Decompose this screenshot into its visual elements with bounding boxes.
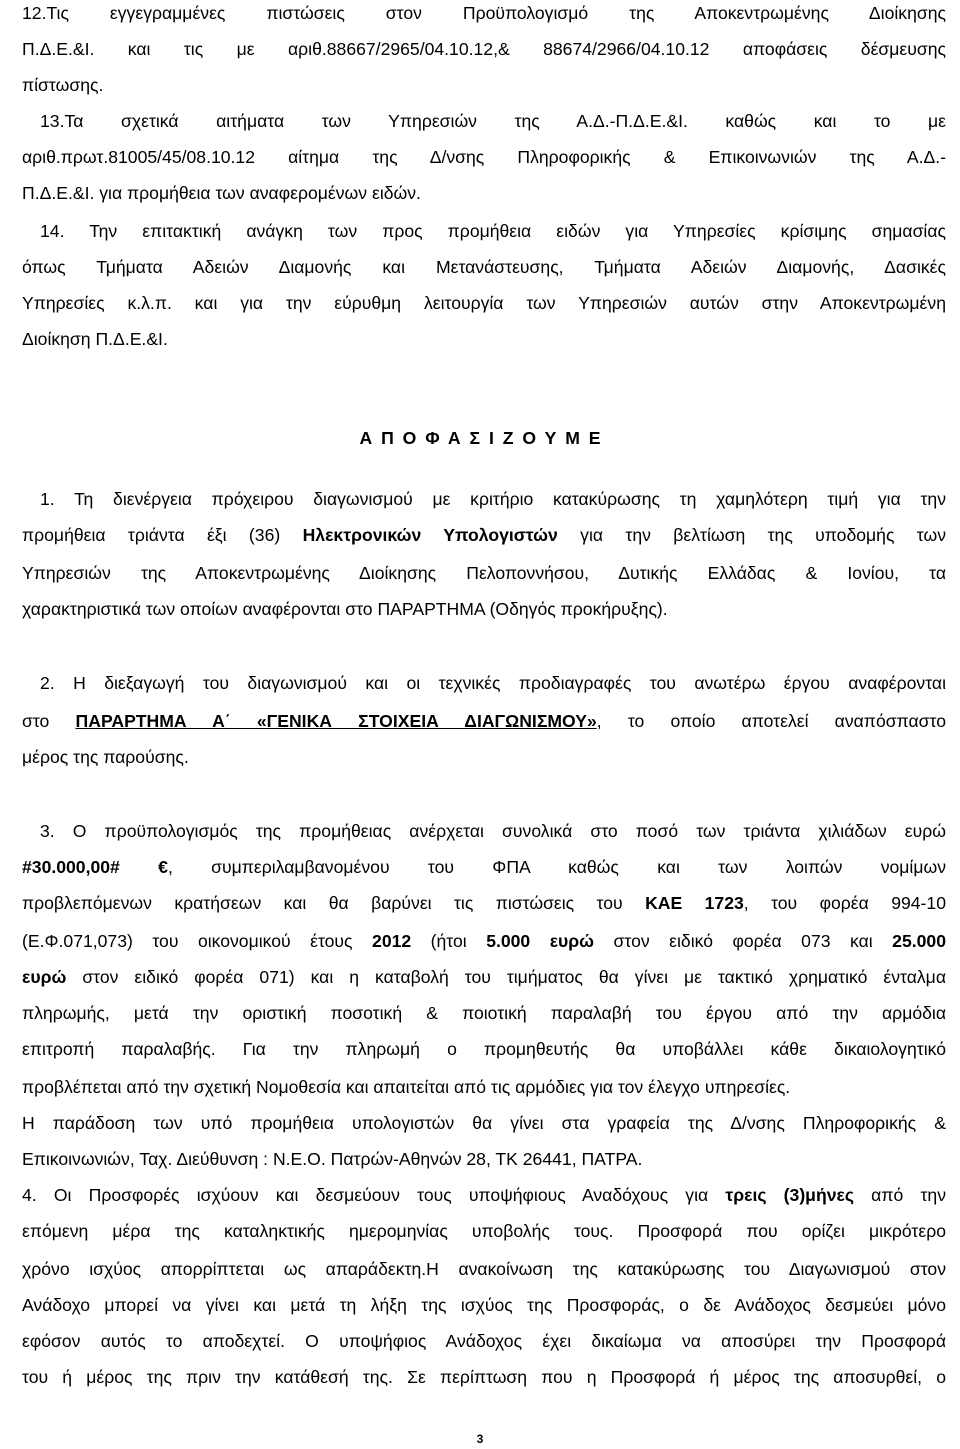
recital-12-line-2: Π.Δ.Ε.&Ι. και τις με αριθ.88667/2965/04.10.12,& 88674/2966/04.10.12 αποφάσεις δέσμευσης [22, 39, 946, 59]
decision-3-line-10: Επικοινωνιών, Ταχ. Διεύθυνση : Ν.Ε.Ο. Πατρών-Αθηνών 28, ΤΚ 26441, ΠΑΤΡΑ. [22, 1149, 643, 1169]
decision-3-line-2: #30.000,00# €, συμπεριλαμβανομένου του ΦΠΑ καθώς και των λοιπών νομίμων [22, 857, 946, 877]
annex-a-link: ΠΑΡΑΡΤΗΜΑ Α΄ «ΓΕΝΙΚΑ ΣΤΟΙΧΕΙΑ ΔΙΑΓΩΝΙΣΜΟΥ» [75, 711, 597, 731]
decision-3-line-3: προβλεπόμενων κρατήσεων και θα βαρύνει τις πιστώσεις του ΚΑΕ 1723, του φορέα 994-10 [22, 893, 946, 913]
total-amount: #30.000,00# € [22, 857, 168, 877]
recital-14-line-1: 14. Την επιτακτική ανάγκη των προς προμήθεια ειδών για Υπηρεσίες κρίσιμης σημασίας [40, 221, 946, 241]
decision-2-line-2: στο ΠΑΡΑΡΤΗΜΑ Α΄ «ΓΕΝΙΚΑ ΣΤΟΙΧΕΙΑ ΔΙΑΓΩΝΙΣΜΟΥ», το οποίο αποτελεί αναπόσπαστο [22, 711, 946, 731]
computers-bold: Ηλεκτρονικών Υπολογιστών [302, 525, 558, 545]
decision-2-line-1: 2. Η διεξαγωγή του διαγωνισμού και οι τεχνικές προδιαγραφές του ανωτέρω έργου αναφέρονται [40, 673, 946, 693]
recital-14-line-4: Διοίκηση Π.Δ.Ε.&Ι. [22, 329, 168, 349]
decision-1-line-3: Υπηρεσιών της Αποκεντρωμένης Διοίκησης Πελοποννήσου, Δυτικής Ελλάδας & Ιονίου, τα [22, 563, 946, 583]
decision-4-line-3: χρόνο ισχύος απορρίπτεται ως απαράδεκτη.Η ανακοίνωση της κατακύρωσης του Διαγωνισμού στον [22, 1259, 946, 1279]
page-number: 3 [476, 1432, 484, 1446]
kae-code: ΚΑΕ 1723 [645, 893, 744, 913]
decision-heading: Α Π Ο Φ Α Σ Ι Ζ Ο Υ Μ Ε [359, 428, 601, 448]
decision-4-line-1: 4. Οι Προσφορές ισχύουν και δεσμεύουν τους υποψήφιους Αναδόχους για τρεις (3)μήνες από την [22, 1185, 946, 1205]
recital-13-line-1: 13.Τα σχετικά αιτήματα των Υπηρεσιών της Α.Δ.-Π.Δ.Ε.&Ι. καθώς και το με [40, 111, 946, 131]
validity-period: τρεις (3)μήνες [725, 1185, 854, 1205]
decision-3-line-8: προβλέπεται από την σχετική Νομοθεσία και απαιτείται από τις αρμόδιες για τον έλεγχο υπηρεσίες. [22, 1077, 791, 1097]
decision-3-line-9: Η παράδοση των υπό προμήθεια υπολογιστών θα γίνει στα γραφεία της Δ/νσης Πληροφορικής & [22, 1113, 946, 1133]
decision-1-line-4: χαρακτηριστικά των οποίων αναφέρονται στο ΠΑΡΑΡΤΗΜΑ (Οδηγός προκήρυξης). [22, 599, 668, 619]
decision-3-line-6: πληρωμής, μετά την οριστική ποσοτική & ποιοτική παραλαβή του έργου από την αρμόδια [22, 1003, 946, 1023]
decision-3-line-4: (Ε.Φ.071,073) του οικονομικού έτους 2012 (ήτοι 5.000 ευρώ στον ειδικό φορέα 073 και 25.000 [22, 931, 946, 951]
recital-14-line-2: όπως Τμήματα Αδειών Διαμονής και Μετανάστευσης, Τμήματα Αδειών Διαμονής, Δασικές [22, 257, 946, 277]
decision-3-line-1: 3. Ο προϋπολογισμός της προμήθειας ανέρχεται συνολικά στο ποσό των τριάντα χιλιάδων ευρώ [40, 821, 946, 841]
decision-4-line-2: επόμενη μέρα της καταληκτικής ημερομηνίας υποβολής τους. Προσφορά που ορίζει μικρότερο [22, 1221, 946, 1241]
decision-2-line-3: μέρος της παρούσης. [22, 747, 189, 767]
decision-4-line-4: Ανάδοχο μπορεί να γίνει και μετά τη λήξη της ισχύος της Προσφοράς, ο δε Ανάδοχος δεσμεύει μόνο [22, 1295, 946, 1315]
recital-12-line-3: πίστωσης. [22, 75, 104, 95]
decision-1-line-2: προμήθεια τριάντα έξι (36) Ηλεκτρονικών Υπολογιστών για την βελτίωση της υποδομής των [22, 525, 946, 545]
decision-3-line-7: επιτροπή παραλαβής. Για την πληρωμή ο προμηθευτής θα υποβάλλει κάθε δικαιολογητικό [22, 1039, 946, 1059]
recital-13-line-3: Π.Δ.Ε.&Ι. για προμήθεια των αναφερομένων ειδών. [22, 183, 421, 203]
decision-4-line-6: του ή μέρος της πριν την κατάθεσή της. Σε περίπτωση που η Προσφορά ή μέρος της αποσυρθεί, ο [22, 1367, 946, 1387]
decision-4-line-5: εφόσον αυτός το αποδεχτεί. Ο υποψήφιος Ανάδοχος έχει δικαίωμα να αποσύρει την Προσφορά [22, 1331, 946, 1351]
recital-14-line-3: Υπηρεσίες κ.λ.π. και για την εύρυθμη λειτουργία των Υπηρεσιών αυτών στην Αποκεντρωμένη [22, 293, 946, 313]
recital-12-line-1: 12.Τις εγγεγραμμένες πιστώσεις στον Προϋπολογισμό της Αποκεντρωμένης Διοίκησης [22, 3, 946, 23]
recital-13-line-2: αριθ.πρωτ.81005/45/08.10.12 αίτημα της Δ/νσης Πληροφορικής & Επικοινωνιών της Α.Δ.- [22, 147, 946, 167]
decision-1-line-1: 1. Τη διενέργεια πρόχειρου διαγωνισμού με κριτήριο κατακύρωσης τη χαμηλότερη τιμή για την [40, 489, 946, 509]
decision-3-line-5: ευρώ στον ειδικό φορέα 071) και η καταβολή του τιμήματος θα γίνει με τακτικό χρηματικό ένταλμα [22, 967, 946, 987]
